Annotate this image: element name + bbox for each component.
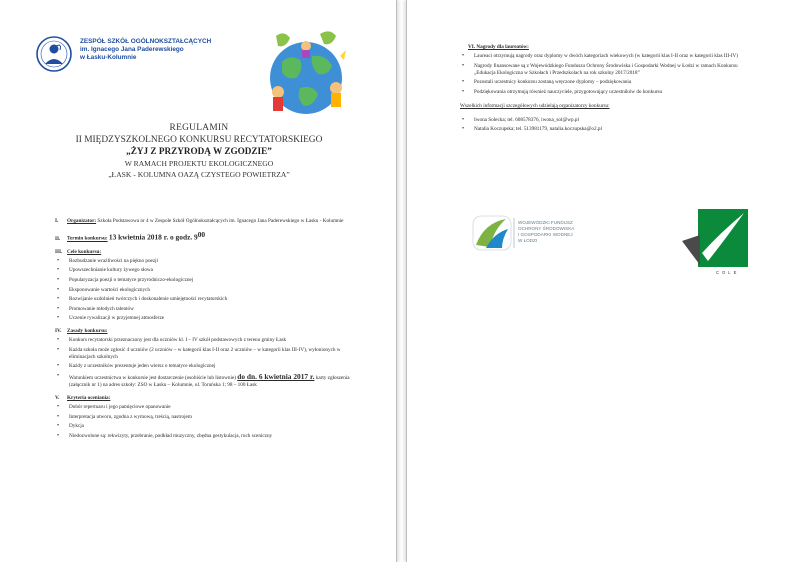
section-number: II. [55,235,61,242]
document-page-left [4,0,397,562]
contact-item: • Natalia Koczupska; tel. 513981179, natalia.koczupska@o2.pl [460,126,760,133]
contest-date: 13 kwietnia 2018 r. o godz. 9 [108,232,198,242]
list-item: • Dobór repertuaru i jego pamięciowe opanowanie [55,404,355,411]
section-title [460,44,529,50]
globe-children-illustration [256,26,356,126]
contact-item: • Iwona Solecka; tel. 608578376, iwona_sol@wp.pl [460,117,760,124]
regulations-body-left [55,218,355,446]
goals-list [55,258,355,323]
prizes-list [460,53,760,96]
wfos-line2: OCHRONY ŚRODOWISKA [518,226,575,231]
wfosigw-logo [472,215,602,251]
list-item: • Promowanie młodych talentów [55,306,355,313]
school-logo [32,34,78,74]
section-title: Kryteria oceniania: [67,395,111,402]
list-item: • Pozostali uczestnicy konkursu zostaną wręczone dyplomy – podziękowania [460,79,760,86]
cole-logo [680,207,750,277]
rule-text: karty zgłoszenia (załącznik nr 1) na adres szkoły: ZSO w Łasku – Kolumnie, ul. Toruńska 1; 98 – 100 Łask [69,375,350,389]
list-item: • Popularyzacja poezji o tematyce przyrodniczo-ekologicznej [55,277,355,284]
info-heading: Wszelkich informacji szczegółowych udzielają organizatorzy konkursu: [460,102,610,109]
section-number: III. [55,248,63,255]
sponsor-logos [467,207,777,277]
section-text: Szkoła Podstawowa nr 4 w Zespole Szkół Ogólnokształcących im. Ignacego Jana Paderewskiego w Łasku - Kolumnie [97,218,344,224]
section-organizer [55,218,355,225]
title-project-name: „ŁASK - KOLUMNA OAZĄ CZYSTEGO POWIETRZA” [108,170,290,179]
document-title [44,123,354,179]
deadline-date: do dn. 6 kwietnia 2017 r. [237,372,315,382]
contest-time-sup: 00 [197,230,206,239]
criteria-list [55,404,355,440]
list-item: • Laureaci otrzymują nagrody oraz dyplomy w dwóch kategoriach wiekowych (w kategorii klas I-II oraz w kategorii klas III-IV) [460,53,760,60]
list-item: • Upowszechnianie kultury żywego słowa [55,267,355,274]
title-regulamin: REGULAMIN [169,123,229,133]
list-item: • Rozbudzanie wrażliwości na piękno poezji [55,258,355,265]
cole-text: COLE [716,270,740,275]
list-item: • Nagrody finansowane są z Wojewódzkiego Funduszu Ochrony Środowiska i Gospodarki Wodnej w Łodzi w ramach Konkursu „Edukacja Ekologiczna w Szkołach i Przedszkolach na rok szkolny 2017/2018” [460,63,760,77]
section-number: IV. [55,328,62,335]
wfos-line4: W ŁODZI [518,238,538,243]
section-title: Zasady konkursu: [67,328,108,335]
list-item: • Konkurs recytatorski przeznaczony jest dla uczniów kl. I – IV szkół podstawowych z terenu gminy Łask [55,337,355,344]
section-criteria [55,395,355,440]
title-contest-name: II MIĘDZYSZKOLNEGO KONKURSU RECYTATORSKIEGO [75,135,323,145]
regulations-body-right [460,44,760,136]
contacts-list [460,117,760,134]
list-item: • Każdy z uczestników prezentuje jeden wiersz o tematyce ekologicznej [55,363,355,370]
wfos-line1: WOJEWÓDZKI FUNDUSZ [518,220,573,225]
school-name-line3: w Łasku-Kolumnie [80,54,137,61]
section-rules [55,328,355,389]
list-item [55,373,355,389]
school-name [80,38,230,62]
list-item: • Każda szkoła może zgłosić 4 uczniów (2 uczniów – w kategorii klas I-II oraz 2 uczniów – w kategorii klas III-IV), wyłonionych w eliminacjach szkolnych [55,347,355,361]
section-title: Termin konkursu: [67,235,108,242]
list-item: • Eksponowanie wartości ekologicznych [55,287,355,294]
section-number: V. [55,395,60,402]
list-item: • Uczenie rywalizacji w przyjemnej atmosferze [55,315,355,322]
wfos-line3: I GOSPODARKI WODNEJ [518,232,573,237]
section-goals [55,249,355,323]
section-label: Nagrody dla laureatów: [476,44,529,50]
section-number: VI. [468,44,476,50]
list-item: • Dykcja [55,423,355,430]
list-item: • Podziękowania otrzymują również nauczyciele, przygotowujący uczestników do konkursu [460,89,760,96]
document-page-right [406,0,797,562]
section-title: Cele konkursu: [67,248,102,255]
list-item: • Niedozwolone są: rekwizyty, przebranie, podkład muzyczny, zbędna gestykulacja, ruch sceniczny [55,433,355,440]
list-item: • Rozwijanie uzdolnień twórczych i doskonalenie umiejętności recytatorskich [55,296,355,303]
section-date [55,231,355,243]
section-prizes [460,44,760,96]
section-title: Organizator: [67,218,97,224]
rules-list [55,337,355,389]
title-motto: „ŻYJ Z PRZYRODĄ W ZGODZIE” [126,146,272,156]
rule-text: Warunkiem uczestnictwa w konkursie jest dostarczenie (osobiście lub listownie) [69,375,236,382]
list-item: • Interpretacja utworu, zgodna z wymową, treścią, nastrojem [55,414,355,421]
school-name-line1: ZESPÓŁ SZKÓŁ OGÓLNOKSZTAŁCĄCYCH [80,38,212,45]
school-name-line2: im. Ignacego Jana Paderewskiego [80,46,184,53]
title-project: W RAMACH PROJEKTU EKOLOGICZNEGO [124,159,274,168]
section-number: I. [55,218,59,224]
